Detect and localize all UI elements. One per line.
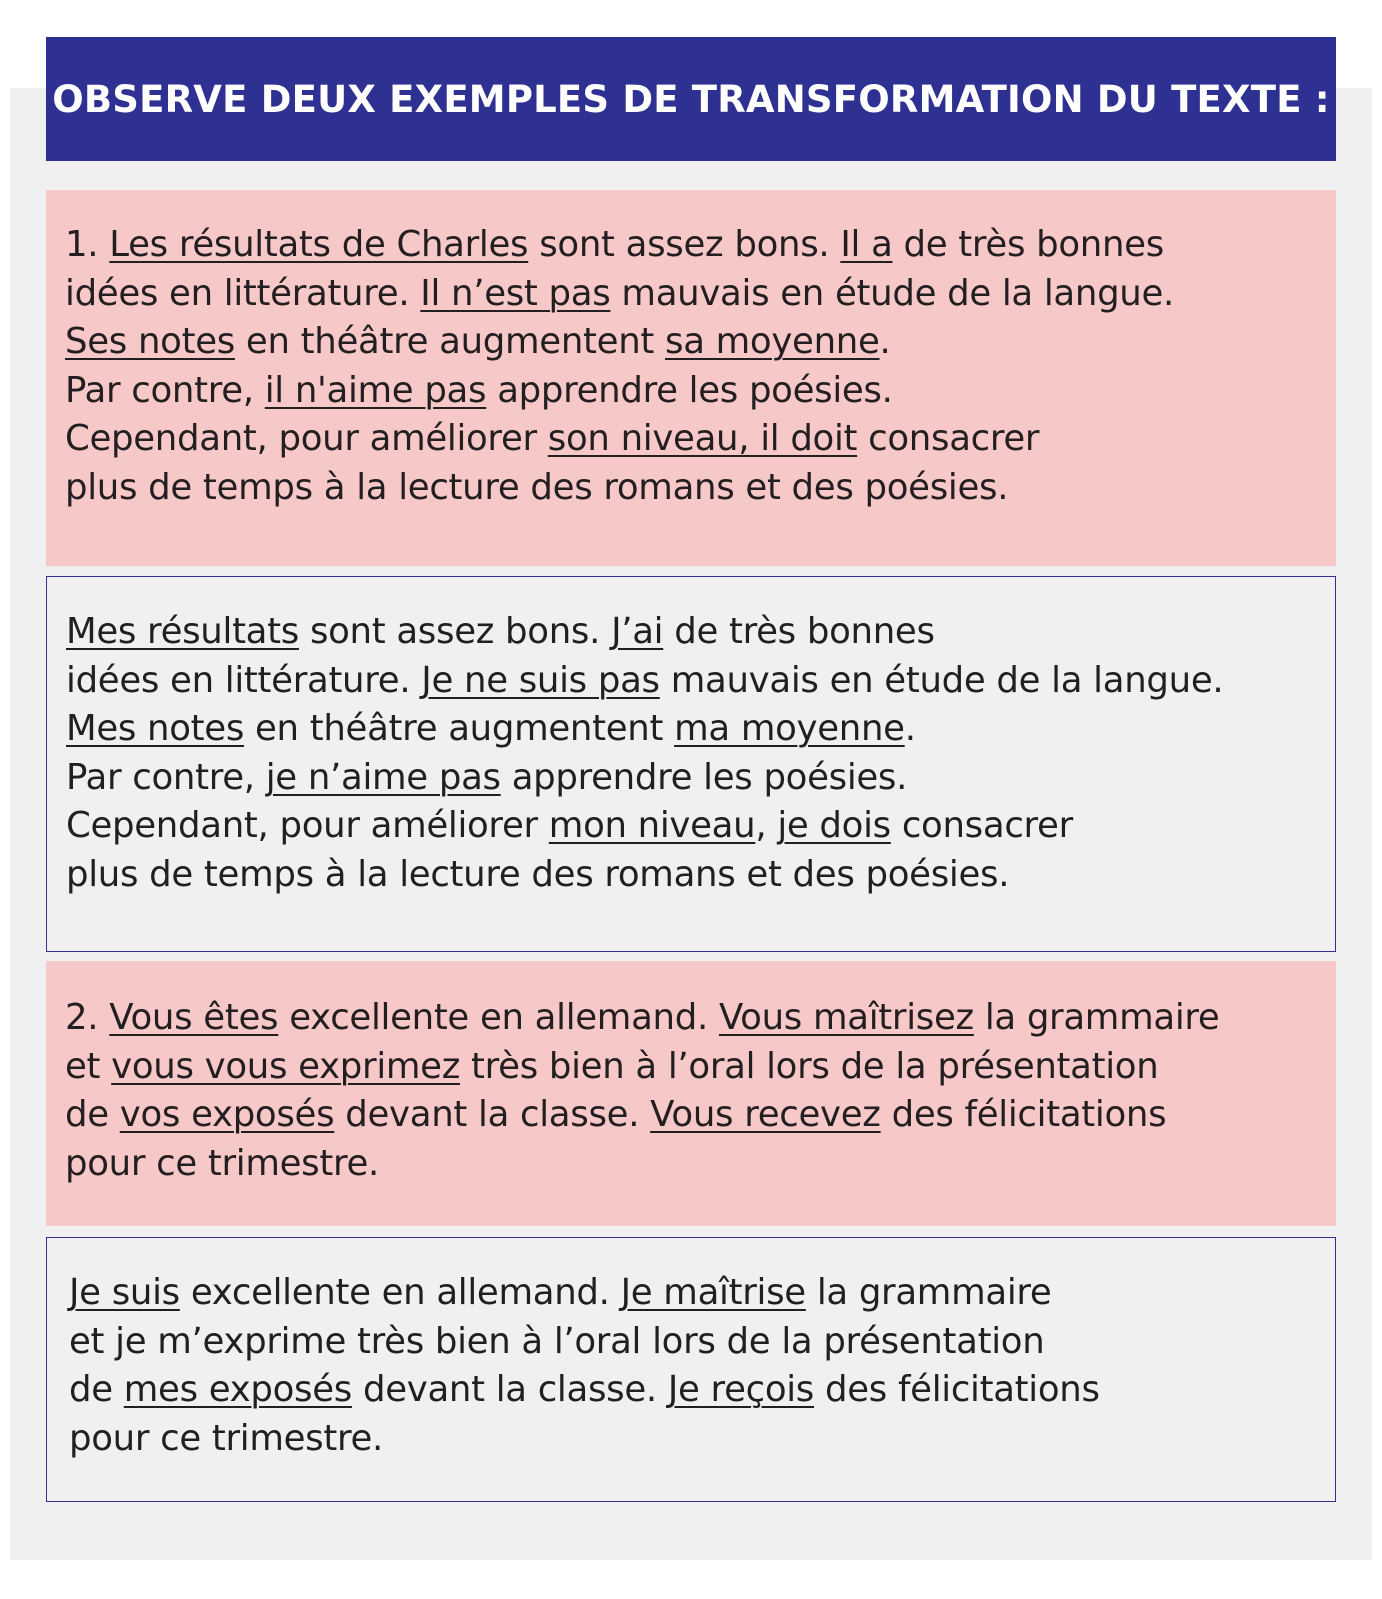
text-segment: de [65,1094,120,1136]
underlined-segment: vous vous exprimez [111,1045,461,1087]
example-2-transformed-text [46,1237,1336,1502]
underlined-segment: mes exposés [123,1369,352,1411]
text-segment: de [69,1369,124,1411]
text-segment: devant la classe. [351,1369,668,1411]
underlined-segment: ma moyenne [674,708,905,750]
text-line [65,318,1336,367]
text-line [66,705,1335,754]
text-segment: sont assez bons. [528,224,841,265]
text-line [65,1091,1336,1140]
text-line [65,994,1336,1043]
example-2-original-text [46,961,1336,1226]
example-1-transformed-text [46,576,1336,952]
text-segment: pour ce trimestre. [69,1417,384,1459]
page-title-banner [46,37,1336,161]
text-segment: la grammaire [973,997,1220,1038]
text-segment: Cependant, pour améliorer [65,418,548,460]
text-line [65,221,1336,270]
text-line [69,1415,1335,1464]
text-segment: en théâtre augmentent [234,321,665,363]
text-segment: apprendre les poésies. [500,756,908,798]
underlined-segment: Mes résultats [66,611,299,652]
text-segment: et je m’exprime très bien à l’oral lors de la présentation [69,1320,1045,1362]
text-segment: . [904,708,916,750]
text-line [65,1140,1336,1189]
underlined-segment: J’ai [611,611,664,652]
text-line [65,415,1336,464]
underlined-segment: Il a [840,224,893,265]
text-segment: . [879,321,891,363]
underlined-segment: Ses notes [65,321,235,363]
text-line [65,367,1336,416]
text-segment: la grammaire [805,1272,1052,1313]
text-segment: consacrer [890,805,1073,847]
text-line [69,1269,1335,1318]
text-line [66,802,1335,851]
text-line [65,464,1336,513]
text-line [69,1366,1335,1415]
text-segment: de très bonnes [892,224,1164,265]
example-1-original-text [46,190,1336,566]
text-line [66,754,1335,803]
text-segment: plus de temps à la lecture des romans et des poésies. [66,853,1010,895]
text-segment: très bien à l’oral lors de la présentation [460,1045,1159,1087]
text-segment: consacrer [857,418,1040,460]
text-segment: , [755,805,778,847]
underlined-segment: Je suis [69,1272,180,1313]
underlined-segment: mon niveau [548,805,756,847]
text-segment: Cependant, pour améliorer [66,805,549,847]
underlined-segment: je dois [777,805,891,847]
text-line [66,657,1335,706]
text-segment: Par contre, [65,369,265,411]
text-segment: des félicitations [880,1094,1167,1136]
text-segment: en théâtre augmentent [244,708,675,750]
underlined-segment: je n’aime pas [265,756,501,798]
underlined-segment: son niveau, il doit [547,418,858,460]
text-segment: apprendre les poésies. [486,369,893,411]
underlined-segment: Les résultats de Charles [109,224,529,265]
text-line [69,1318,1335,1367]
underlined-segment: Vous recevez [650,1094,881,1136]
text-segment: de très bonnes [663,611,935,652]
text-segment: et [65,1045,112,1087]
text-line [66,608,1335,657]
page-title: OBSERVE DEUX EXEMPLES DE TRANSFORMATION DU TEXTE : [52,77,1330,121]
text-segment: des félicitations [814,1369,1100,1411]
text-segment: idées en littérature. [65,272,421,314]
text-segment: sont assez bons. [298,611,612,652]
text-segment: Par contre, [66,756,266,798]
text-segment: plus de temps à la lecture des romans et des poésies. [65,466,1009,508]
text-segment: pour ce trimestre. [65,1142,380,1184]
text-line [65,1043,1336,1092]
underlined-segment: Vous êtes [109,997,279,1038]
underlined-segment: sa moyenne [665,321,880,363]
underlined-segment: Mes notes [66,708,245,750]
text-segment: excellente en allemand. [179,1272,621,1313]
text-segment: excellente en allemand. [278,997,719,1038]
text-line [65,270,1336,319]
underlined-segment: Vous maîtrisez [718,997,974,1038]
underlined-segment: Je ne suis pas [421,659,660,701]
text-segment: 2. [65,997,110,1038]
underlined-segment: Je reçois [667,1369,815,1411]
text-segment: mauvais en étude de la langue. [659,659,1224,701]
text-segment: idées en littérature. [66,659,422,701]
underlined-segment: Il n’est pas [420,272,611,314]
underlined-segment: il n'aime pas [264,369,487,411]
text-line [66,851,1335,900]
text-segment: devant la classe. [334,1094,651,1136]
text-segment: mauvais en étude de la langue. [610,272,1175,314]
underlined-segment: vos exposés [119,1094,335,1136]
underlined-segment: Je maîtrise [620,1272,806,1313]
text-segment: 1. [65,224,110,265]
